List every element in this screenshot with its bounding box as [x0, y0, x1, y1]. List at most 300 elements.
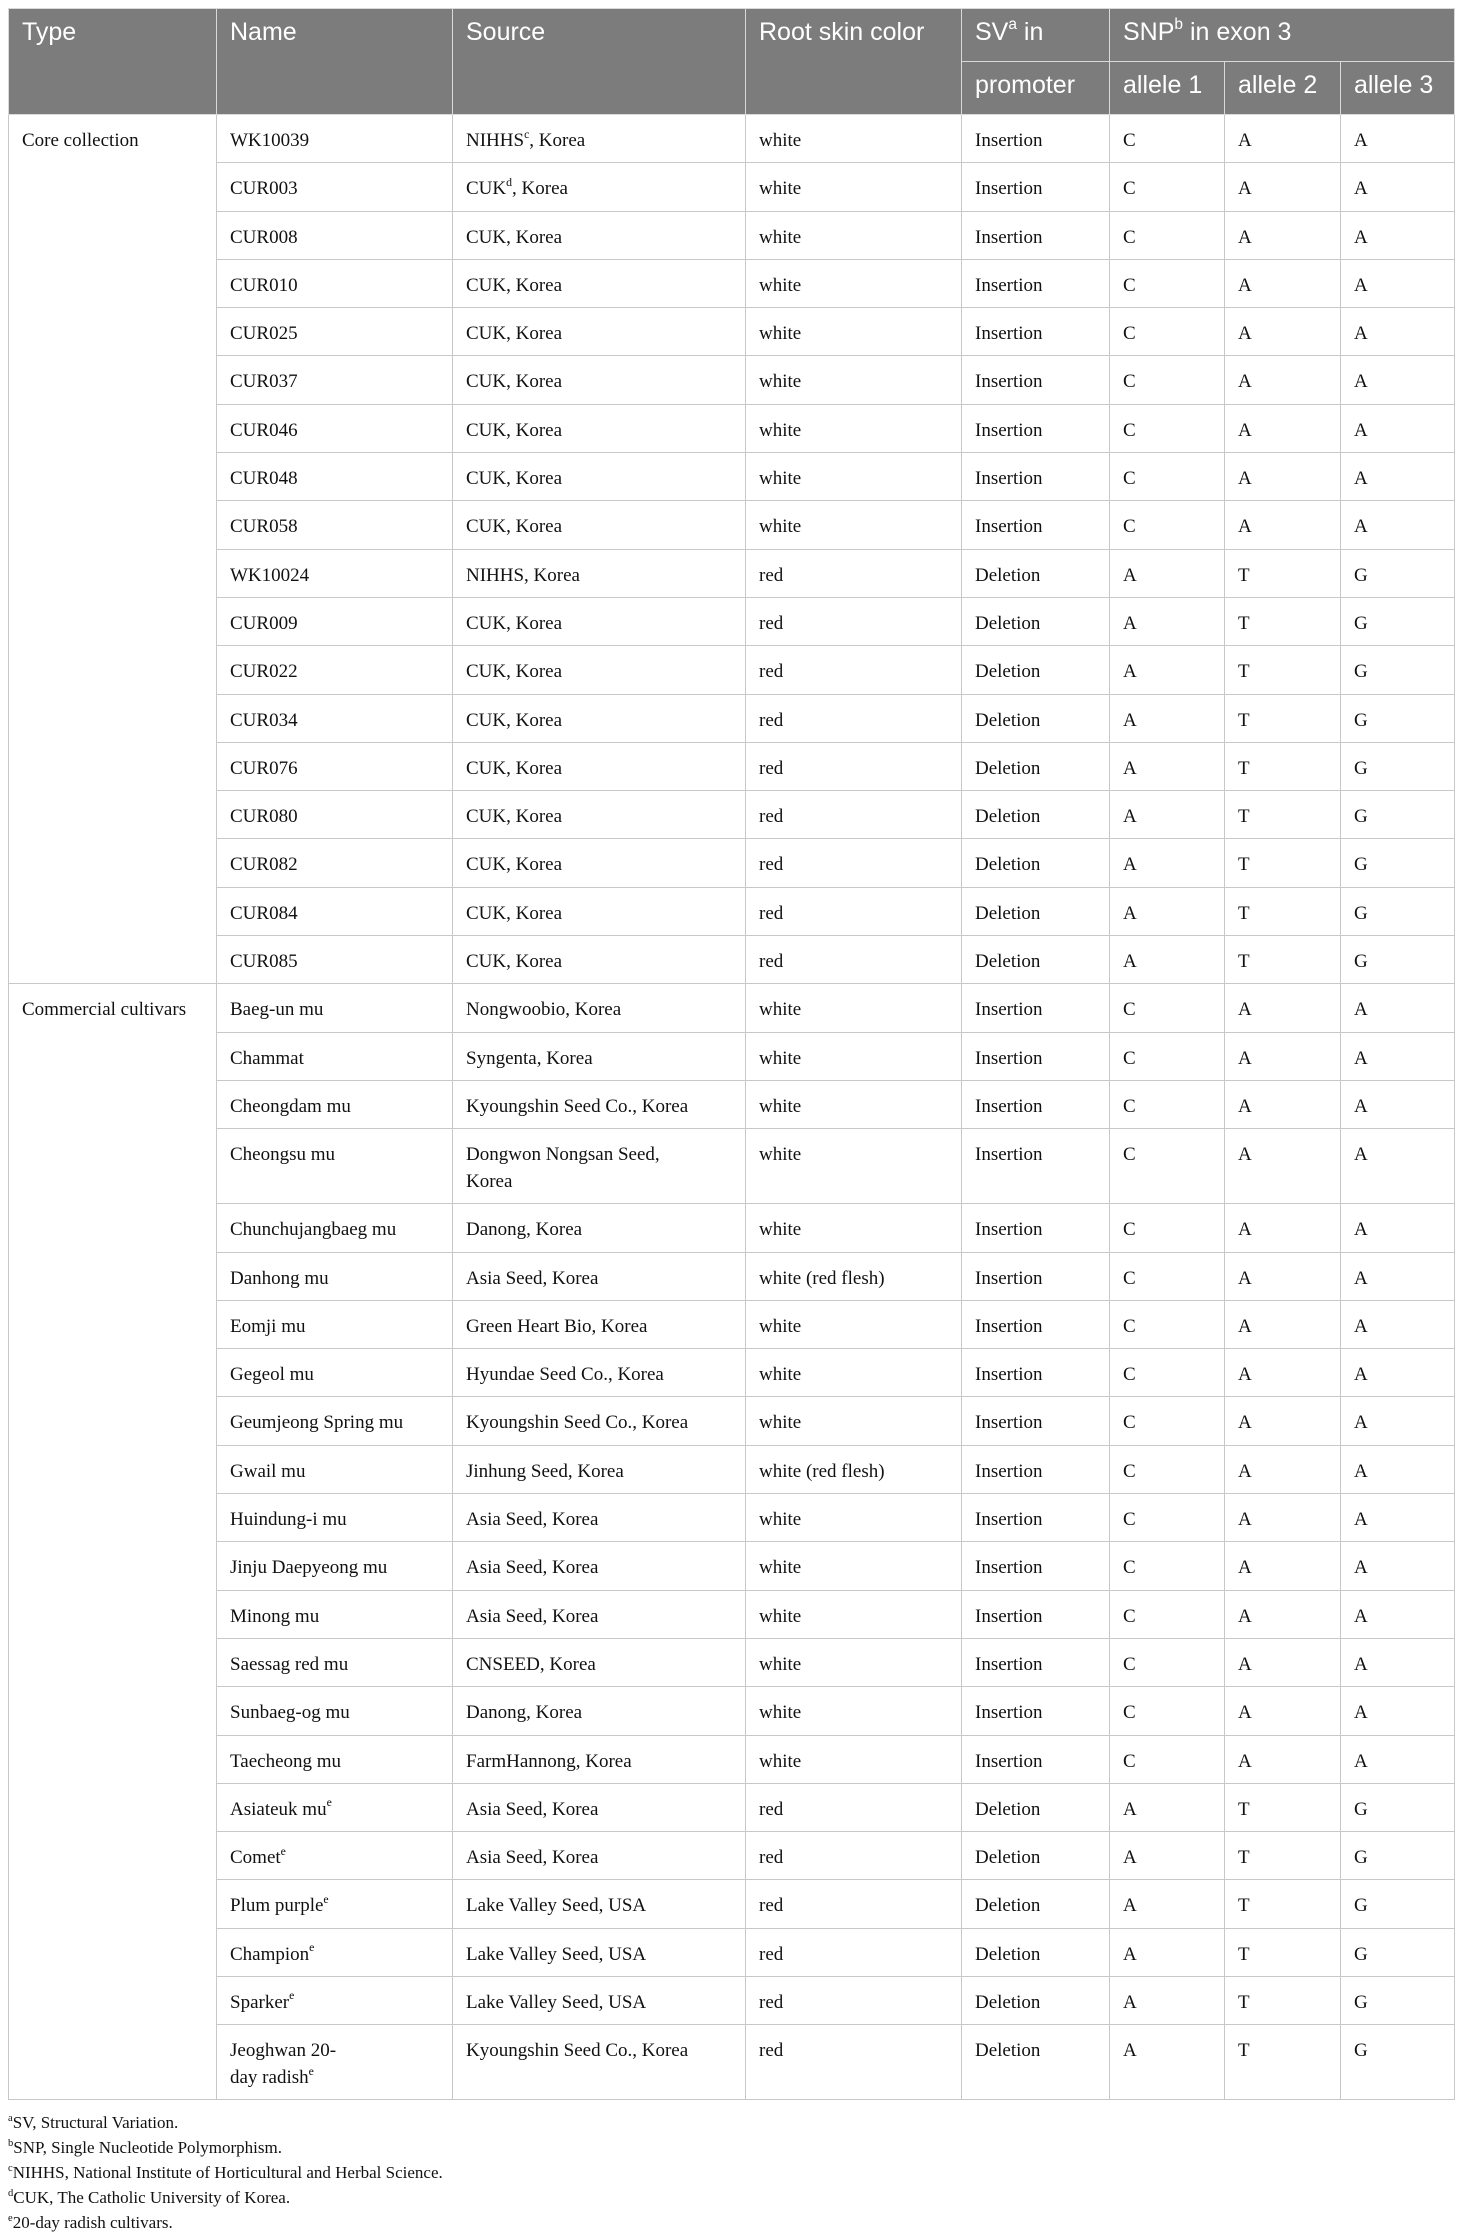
table-row [9, 1590, 1455, 1638]
cell-allele-3: A [1341, 308, 1455, 356]
cell-allele-3: G [1341, 742, 1455, 790]
cell-allele-3: A [1341, 1735, 1455, 1783]
table-row [9, 1542, 1455, 1590]
header-allele-2: allele 2 [1225, 62, 1341, 115]
cell-root-skin-color: white [746, 1032, 962, 1080]
cell-allele-3: A [1341, 1300, 1455, 1348]
cell-root-skin-color: red [746, 936, 962, 984]
cell-sv: Insertion [962, 1397, 1110, 1445]
footnote-marker: e [309, 1941, 315, 1955]
cell-source: CUK, Korea [453, 453, 746, 501]
cell-sv: Insertion [962, 1032, 1110, 1080]
cell-sv: Insertion [962, 1300, 1110, 1348]
cell-source: Syngenta, Korea [453, 1032, 746, 1080]
cell-root-skin-color: white [746, 1300, 962, 1348]
footnote: $^b$SNP, Single Nucleotide Polymorphism. [8, 2137, 282, 2158]
cell-allele-2: T [1225, 1783, 1341, 1831]
cell-allele-2: T [1225, 791, 1341, 839]
table-row [9, 308, 1455, 356]
cell-sv: Deletion [962, 549, 1110, 597]
cell-allele-1: C [1110, 1080, 1225, 1128]
cell-allele-3: G [1341, 1928, 1455, 1976]
cell-name: Champion$^e$ [217, 1928, 453, 1976]
cell-sv: Deletion [962, 597, 1110, 645]
cell-source: CUK, Korea [453, 356, 746, 404]
cell-allele-3: A [1341, 1204, 1455, 1252]
table-row [9, 1080, 1455, 1128]
header-source: Source [453, 9, 746, 115]
cell-root-skin-color: white [746, 115, 962, 163]
cell-root-skin-color: white [746, 1397, 962, 1445]
table-container [8, 8, 1454, 2235]
cell-allele-3: A [1341, 404, 1455, 452]
cell-root-skin-color: red [746, 1976, 962, 2024]
cell-name: Saessag red mu [217, 1638, 453, 1686]
cell-root-skin-color: white [746, 1129, 962, 1204]
cell-allele-3: A [1341, 163, 1455, 211]
cell-root-skin-color: white [746, 308, 962, 356]
cell-source: Asia Seed, Korea [453, 1590, 746, 1638]
cell-source: Jinhung Seed, Korea [453, 1445, 746, 1493]
header-root-skin-color: Root skin color [746, 9, 962, 115]
cell-allele-2: A [1225, 1494, 1341, 1542]
cell-source: NIHHS, Korea [453, 549, 746, 597]
cell-name: CUR058 [217, 501, 453, 549]
cell-root-skin-color: white [746, 1638, 962, 1686]
cell-allele-1: C [1110, 1494, 1225, 1542]
cell-source: Green Heart Bio, Korea [453, 1300, 746, 1348]
cell-name: Asiateuk $mu^e$ [217, 1783, 453, 1831]
table-row [9, 1129, 1455, 1204]
cell-allele-3: G [1341, 839, 1455, 887]
cell-root-skin-color: white [746, 1349, 962, 1397]
table-row [9, 1204, 1455, 1252]
cell-sv: Insertion [962, 984, 1110, 1032]
cell-source: CUK, Korea [453, 694, 746, 742]
sv-footnote-marker: a [1008, 16, 1017, 34]
cell-root-skin-color: red [746, 839, 962, 887]
cell-root-skin-color: white [746, 1542, 962, 1590]
cell-name: Cheongsu mu [217, 1129, 453, 1204]
cell-sv: Deletion [962, 791, 1110, 839]
cell-sv: Insertion [962, 356, 1110, 404]
cell-name: Danhong mu [217, 1252, 453, 1300]
cell-allele-3: A [1341, 1638, 1455, 1686]
cell-source: FarmHannong, Korea [453, 1735, 746, 1783]
cell-name: CUR080 [217, 791, 453, 839]
cell-source: NIHHS$^c$, Korea [453, 115, 746, 163]
cell-allele-3: G [1341, 549, 1455, 597]
cell-allele-3: G [1341, 2025, 1455, 2100]
cell-allele-2: A [1225, 501, 1341, 549]
table-row [9, 356, 1455, 404]
cell-allele-1: C [1110, 1204, 1225, 1252]
cell-type: Commercial cultivars [9, 984, 217, 2100]
cell-allele-2: A [1225, 1252, 1341, 1300]
cell-root-skin-color: white [746, 259, 962, 307]
table-row [9, 211, 1455, 259]
cell-source: Asia Seed, Korea [453, 1494, 746, 1542]
cell-root-skin-color: white [746, 1494, 962, 1542]
cell-allele-2: T [1225, 597, 1341, 645]
cell-root-skin-color: red [746, 742, 962, 790]
cell-allele-2: T [1225, 549, 1341, 597]
cell-allele-1: C [1110, 501, 1225, 549]
table-row [9, 887, 1455, 935]
cell-source: CUK, Korea [453, 839, 746, 887]
cell-source: CUK, Korea [453, 259, 746, 307]
cell-allele-2: T [1225, 1976, 1341, 2024]
cell-allele-3: A [1341, 453, 1455, 501]
cell-source: Lake Valley Seed, USA [453, 1880, 746, 1928]
table-row [9, 2025, 1455, 2100]
cell-allele-2: A [1225, 356, 1341, 404]
cell-sv: Insertion [962, 1129, 1110, 1204]
genotype-table [8, 8, 1455, 2100]
cell-type: Core collection [9, 115, 217, 984]
cell-name: CUR085 [217, 936, 453, 984]
cell-sv: Insertion [962, 1687, 1110, 1735]
snp-footnote-marker: b [1174, 16, 1184, 34]
cell-allele-2: A [1225, 1349, 1341, 1397]
cell-allele-3: A [1341, 115, 1455, 163]
cell-source: CUK, Korea [453, 308, 746, 356]
cell-name: Jinju Daepyeong mu [217, 1542, 453, 1590]
cell-name: Minong mu [217, 1590, 453, 1638]
cell-allele-1: A [1110, 694, 1225, 742]
cell-source: Kyoungshin Seed Co., Korea [453, 1080, 746, 1128]
header-allele-3: allele 3 [1341, 62, 1455, 115]
cell-root-skin-color: red [746, 597, 962, 645]
cell-allele-2: T [1225, 936, 1341, 984]
table-row [9, 1928, 1455, 1976]
cell-source: Asia Seed, Korea [453, 1832, 746, 1880]
cell-root-skin-color: white [746, 1080, 962, 1128]
cell-allele-3: G [1341, 646, 1455, 694]
cell-source: CUK, Korea [453, 597, 746, 645]
cell-name: Huindung-i mu [217, 1494, 453, 1542]
table-row [9, 115, 1455, 163]
cell-allele-2: A [1225, 1687, 1341, 1735]
table-row [9, 404, 1455, 452]
cell-allele-1: C [1110, 211, 1225, 259]
cell-root-skin-color: white [746, 501, 962, 549]
cell-source: Asia Seed, Korea [453, 1783, 746, 1831]
cell-name: Eomji mu [217, 1300, 453, 1348]
cell-allele-1: C [1110, 1445, 1225, 1493]
cell-allele-3: A [1341, 501, 1455, 549]
cell-allele-2: A [1225, 1735, 1341, 1783]
table-row [9, 1032, 1455, 1080]
cell-name: Comet$^e$ [217, 1832, 453, 1880]
footnote-marker: c [524, 127, 530, 141]
cell-sv: Insertion [962, 1494, 1110, 1542]
cell-allele-1: C [1110, 115, 1225, 163]
cell-sv: Deletion [962, 1880, 1110, 1928]
cell-root-skin-color: red [746, 1880, 962, 1928]
cell-allele-1: A [1110, 1783, 1225, 1831]
header-snp: SNP$^b$ in exon 3 [1110, 9, 1455, 62]
table-row [9, 549, 1455, 597]
cell-allele-3: G [1341, 694, 1455, 742]
cell-allele-2: A [1225, 1080, 1341, 1128]
footnote-marker: e [280, 1844, 286, 1858]
cell-name: CUR046 [217, 404, 453, 452]
cell-root-skin-color: red [746, 887, 962, 935]
cell-allele-2: T [1225, 1928, 1341, 1976]
cell-sv: Deletion [962, 694, 1110, 742]
cell-sv: Insertion [962, 211, 1110, 259]
cell-allele-2: A [1225, 1032, 1341, 1080]
cell-source: CUK, Korea [453, 501, 746, 549]
cell-sv: Insertion [962, 259, 1110, 307]
cell-allele-1: A [1110, 1832, 1225, 1880]
table-row [9, 597, 1455, 645]
table-row [9, 1349, 1455, 1397]
cell-allele-1: C [1110, 1735, 1225, 1783]
cell-allele-3: G [1341, 1976, 1455, 2024]
cell-allele-2: T [1225, 887, 1341, 935]
cell-name: CUR025 [217, 308, 453, 356]
cell-allele-2: A [1225, 1129, 1341, 1204]
table-row [9, 936, 1455, 984]
cell-source: CUK, Korea [453, 742, 746, 790]
cell-allele-1: C [1110, 1300, 1225, 1348]
cell-allele-3: A [1341, 1252, 1455, 1300]
table-row [9, 1638, 1455, 1686]
cell-sv: Insertion [962, 1542, 1110, 1590]
cell-source: Hyundae Seed Co., Korea [453, 1349, 746, 1397]
cell-sv: Insertion [962, 308, 1110, 356]
cell-allele-1: A [1110, 2025, 1225, 2100]
cell-allele-3: A [1341, 984, 1455, 1032]
cell-sv: Deletion [962, 936, 1110, 984]
cell-allele-2: A [1225, 1445, 1341, 1493]
table-row [9, 1397, 1455, 1445]
cell-allele-2: A [1225, 1590, 1341, 1638]
cell-name: CUR082 [217, 839, 453, 887]
footnote-marker: e [289, 1989, 295, 2003]
footnote-marker: e [323, 1892, 329, 1906]
cell-source: Lake Valley Seed, USA [453, 1976, 746, 2024]
footnote-marker: e [326, 1796, 332, 1810]
cell-root-skin-color: white [746, 1687, 962, 1735]
cell-name: CUR084 [217, 887, 453, 935]
cell-name: CUR048 [217, 453, 453, 501]
cell-source: CUK, Korea [453, 887, 746, 935]
header-type: Type [9, 9, 217, 115]
cell-allele-3: A [1341, 1080, 1455, 1128]
cell-root-skin-color: white (red flesh) [746, 1252, 962, 1300]
cell-allele-1: A [1110, 597, 1225, 645]
table-row [9, 453, 1455, 501]
cell-allele-2: A [1225, 453, 1341, 501]
cell-allele-3: A [1341, 356, 1455, 404]
cell-sv: Deletion [962, 646, 1110, 694]
cell-source: Kyoungshin Seed Co., Korea [453, 1397, 746, 1445]
cell-source: CUK, Korea [453, 791, 746, 839]
cell-allele-2: A [1225, 1397, 1341, 1445]
cell-allele-3: G [1341, 1880, 1455, 1928]
cell-sv: Insertion [962, 1638, 1110, 1686]
cell-sv: Insertion [962, 1735, 1110, 1783]
header-allele-1: allele 1 [1110, 62, 1225, 115]
header-sv: $SV^a$ in [962, 9, 1110, 62]
cell-root-skin-color: white [746, 984, 962, 1032]
cell-allele-3: A [1341, 1687, 1455, 1735]
cell-root-skin-color: white [746, 404, 962, 452]
cell-allele-2: A [1225, 211, 1341, 259]
cell-root-skin-color: white [746, 356, 962, 404]
cell-allele-1: C [1110, 1590, 1225, 1638]
cell-name: CUR003 [217, 163, 453, 211]
cell-allele-1: A [1110, 742, 1225, 790]
cell-sv: Deletion [962, 839, 1110, 887]
table-body [9, 115, 1455, 2100]
cell-allele-3: A [1341, 1445, 1455, 1493]
cell-allele-2: A [1225, 163, 1341, 211]
cell-root-skin-color: red [746, 1928, 962, 1976]
cell-source: CNSEED, Korea [453, 1638, 746, 1686]
cell-source: CUK, Korea [453, 211, 746, 259]
cell-sv: Insertion [962, 404, 1110, 452]
cell-source: Danong, Korea [453, 1687, 746, 1735]
cell-sv: Deletion [962, 1928, 1110, 1976]
table-row [9, 1832, 1455, 1880]
cell-root-skin-color: red [746, 791, 962, 839]
cell-sv: Deletion [962, 1783, 1110, 1831]
cell-allele-1: C [1110, 1638, 1225, 1686]
table-row [9, 791, 1455, 839]
cell-allele-1: A [1110, 791, 1225, 839]
footnote: $^e$20-day radish cultivars. [8, 2212, 173, 2233]
cell-allele-1: A [1110, 1976, 1225, 2024]
cell-sv: Insertion [962, 163, 1110, 211]
cell-allele-2: T [1225, 742, 1341, 790]
header-name: Name [217, 9, 453, 115]
cell-allele-2: A [1225, 308, 1341, 356]
cell-name: CUR076 [217, 742, 453, 790]
cell-name: Baeg-un mu [217, 984, 453, 1032]
cell-source: CUK, Korea [453, 404, 746, 452]
cell-allele-2: A [1225, 1638, 1341, 1686]
cell-root-skin-color: red [746, 694, 962, 742]
cell-sv: Insertion [962, 1349, 1110, 1397]
table-row [9, 1783, 1455, 1831]
table-row [9, 646, 1455, 694]
table-row [9, 1300, 1455, 1348]
cell-sv: Insertion [962, 501, 1110, 549]
cell-root-skin-color: white (red flesh) [746, 1445, 962, 1493]
cell-allele-3: A [1341, 1032, 1455, 1080]
cell-name: Gegeol mu [217, 1349, 453, 1397]
cell-allele-1: A [1110, 887, 1225, 935]
cell-allele-3: G [1341, 936, 1455, 984]
cell-sv: Insertion [962, 1080, 1110, 1128]
cell-source: CUK$^d$, Korea [453, 163, 746, 211]
footnote-marker: d [506, 175, 513, 189]
cell-allele-1: C [1110, 308, 1225, 356]
table-row [9, 1445, 1455, 1493]
table-row [9, 501, 1455, 549]
cell-sv: Insertion [962, 1590, 1110, 1638]
cell-allele-3: G [1341, 597, 1455, 645]
cell-name: WK10024 [217, 549, 453, 597]
cell-root-skin-color: white [746, 211, 962, 259]
table-row [9, 984, 1455, 1032]
cell-name: CUR010 [217, 259, 453, 307]
cell-sv: Deletion [962, 742, 1110, 790]
cell-allele-3: G [1341, 887, 1455, 935]
cell-allele-2: T [1225, 839, 1341, 887]
cell-name: Gwail mu [217, 1445, 453, 1493]
cell-name: Taecheong mu [217, 1735, 453, 1783]
footnotes [8, 2110, 1454, 2235]
cell-source: Dongwon Nongsan Seed, Korea [453, 1129, 746, 1204]
cell-name: Geumjeong Spring mu [217, 1397, 453, 1445]
cell-allele-3: A [1341, 1542, 1455, 1590]
cell-root-skin-color: white [746, 1204, 962, 1252]
footnote: $^c$NIHHS, National Institute of Horticultural and Herbal Science. [8, 2162, 443, 2183]
cell-name: Chunchujangbaeg mu [217, 1204, 453, 1252]
cell-source: Nongwoobio, Korea [453, 984, 746, 1032]
cell-allele-2: A [1225, 259, 1341, 307]
cell-name: WK10039 [217, 115, 453, 163]
cell-source: Kyoungshin Seed Co., Korea [453, 2025, 746, 2100]
cell-allele-2: A [1225, 115, 1341, 163]
cell-allele-3: A [1341, 259, 1455, 307]
cell-sv: Insertion [962, 1204, 1110, 1252]
cell-sv: Deletion [962, 1832, 1110, 1880]
cell-sv: Deletion [962, 2025, 1110, 2100]
cell-allele-1: A [1110, 646, 1225, 694]
table-row [9, 694, 1455, 742]
cell-allele-1: C [1110, 1397, 1225, 1445]
cell-root-skin-color: red [746, 646, 962, 694]
cell-allele-2: A [1225, 404, 1341, 452]
cell-root-skin-color: white [746, 1735, 962, 1783]
cell-allele-3: A [1341, 1129, 1455, 1204]
cell-name: CUR008 [217, 211, 453, 259]
footnote: $^d$CUK, The Catholic University of Korea. [8, 2187, 291, 2208]
cell-allele-2: A [1225, 1204, 1341, 1252]
cell-source: Danong, Korea [453, 1204, 746, 1252]
cell-allele-3: A [1341, 1397, 1455, 1445]
header-sv-line2: promoter [962, 62, 1110, 115]
cell-name: Chammat [217, 1032, 453, 1080]
cell-source: Asia Seed, Korea [453, 1252, 746, 1300]
cell-allele-3: G [1341, 1832, 1455, 1880]
cell-sv: Insertion [962, 115, 1110, 163]
cell-name: Plum purple$^e$ [217, 1880, 453, 1928]
cell-allele-1: C [1110, 404, 1225, 452]
cell-name: CUR034 [217, 694, 453, 742]
cell-allele-1: C [1110, 1252, 1225, 1300]
cell-allele-2: T [1225, 1880, 1341, 1928]
cell-allele-1: C [1110, 1032, 1225, 1080]
cell-allele-3: A [1341, 1494, 1455, 1542]
cell-allele-3: A [1341, 1590, 1455, 1638]
cell-source: Asia Seed, Korea [453, 1542, 746, 1590]
cell-root-skin-color: red [746, 1783, 962, 1831]
table-row [9, 742, 1455, 790]
cell-name: CUR022 [217, 646, 453, 694]
cell-root-skin-color: white [746, 1590, 962, 1638]
cell-allele-1: A [1110, 1880, 1225, 1928]
cell-root-skin-color: red [746, 2025, 962, 2100]
table-row [9, 1976, 1455, 2024]
table-row [9, 259, 1455, 307]
